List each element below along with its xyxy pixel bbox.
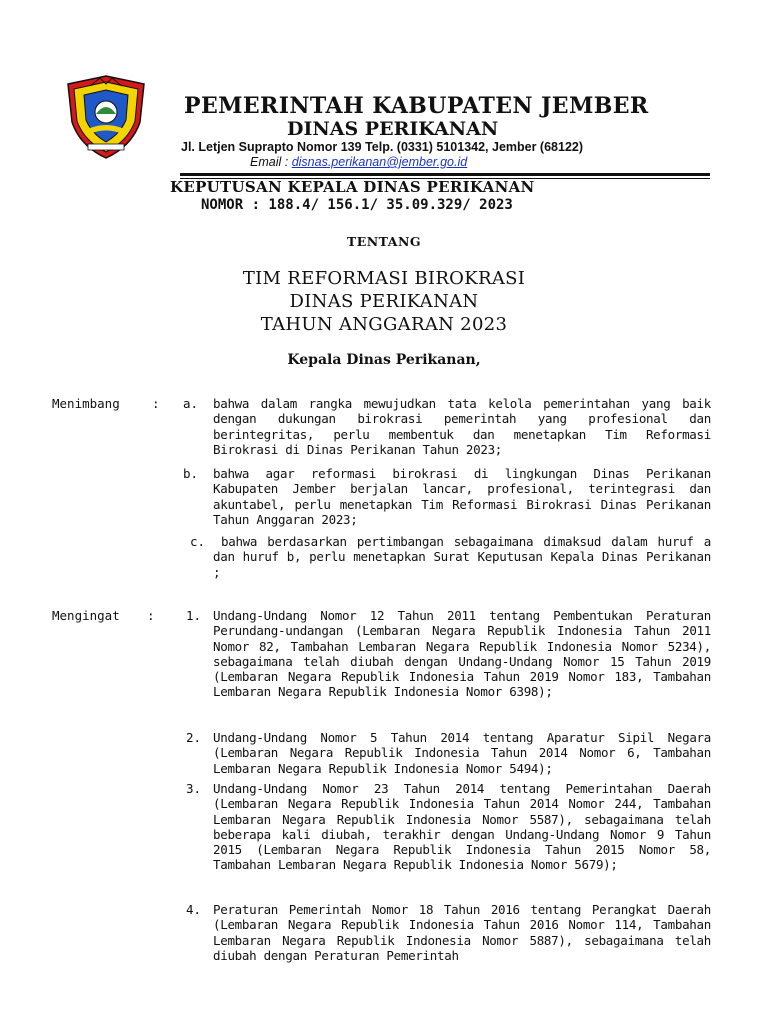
mengingat-label: Mengingat bbox=[52, 608, 120, 623]
email-line bbox=[250, 155, 467, 169]
mengingat-colon: : bbox=[147, 608, 155, 623]
office-address: Jl. Letjen Suprapto Nomor 139 Telp. (0331) 5101342, Jember (68122) bbox=[181, 140, 584, 154]
list-marker: 4. bbox=[186, 902, 202, 917]
list-item: bahwa dalam rangka mewujudkan tata kelola pemerintahan yang baik dengan dukungan birokrasi pemerintah yang profesional dan berintegritas, perlu membentuk dan menetapkan Tim Reformasi Birokrasi di Dinas Perikanan Tahun 2023; bbox=[213, 396, 711, 457]
letterhead-rule-thick bbox=[180, 173, 710, 176]
email-label: Email : bbox=[250, 155, 289, 169]
list-item: Peraturan Pemerintah Nomor 18 Tahun 2016 tentang Perangkat Daerah (Lembaran Negara Republik Indonesia Tahun 2016 Nomor 114, Tambahan Lembaran Negara Republik Indonesia Nomor 5887), sebagaimana telah diubah dengan Peraturan Pemerintah bbox=[213, 902, 711, 963]
list-item: bahwa agar reformasi birokrasi di lingkungan Dinas Perikanan Kabupaten Jember berjalan lancar, profesional, terintegrasi dan akuntabel, perlu menetapkan Tim Reformasi Birokrasi Dinas Perikanan Tahun Anggaran 2023; bbox=[213, 466, 711, 527]
list-marker: 2. bbox=[186, 730, 202, 745]
list-marker: 3. bbox=[186, 781, 202, 796]
list-item: Undang-Undang Nomor 23 Tahun 2014 tentang Pemerintahan Daerah (Lembaran Negara Republik Indonesia Tahun 2014 Nomor 244, Tambahan Lembaran Negara Republik Indonesia Nomor 5587), sebagaimana telah beberapa kali diubah, terakhir dengan Undang-Undang Nomor 9 Tahun 2015 (Lembaran Negara Republik Indonesia Tahun 2015 Nomor 58, Tambahan Lembaran Negara Republik Indonesia Nomor 5679); bbox=[213, 781, 711, 873]
menimbang-colon: : bbox=[152, 396, 160, 411]
subject-line: TIM REFORMASI BIROKRASI bbox=[242, 268, 526, 289]
list-marker: b. bbox=[183, 466, 199, 481]
decree-title: KEPUTUSAN KEPALA DINAS PERIKANAN bbox=[170, 178, 535, 196]
decree-number: NOMOR : 188.4/ 156.1/ 35.09.329/ 2023 bbox=[201, 197, 513, 213]
list-item: bahwa berdasarkan pertimbangan sebagaimana dimaksud dalam huruf a dan huruf b, perlu menetapkan Surat Keputusan Kepala Dinas Perikanan ; bbox=[213, 534, 711, 580]
about-heading: TENTANG bbox=[346, 234, 422, 249]
issuer-greeting: Kepala Dinas Perikanan, bbox=[287, 352, 481, 368]
menimbang-label: Menimbang bbox=[52, 396, 120, 411]
list-marker: a. bbox=[183, 396, 199, 411]
department-name: DINAS PERIKANAN bbox=[287, 118, 499, 140]
list-marker: c. bbox=[190, 534, 206, 549]
list-item: Undang-Undang Nomor 12 Tahun 2011 tentang Pembentukan Peraturan Perundang-undangan (Lembaran Negara Republik Indonesia Tahun 2011 Nomor 82, Tambahan Lembaran Negara Republik Indonesia Nomor 5234), sebagaimana telah diubah dengan Undang-Undang Nomor 15 Tahun 2019 (Lembaran Negara Republik Indonesia Tahun 2019 Nomor 183, Tambahan Lembaran Negara Republik Indonesia Nomor 6398); bbox=[213, 608, 711, 700]
list-item: Undang-Undang Nomor 5 Tahun 2014 tentang Aparatur Sipil Negara (Lembaran Negara Republik Indonesia Tahun 2014 Nomor 6, Tambahan Lembaran Negara Republik Indonesia Nomor 5494); bbox=[213, 730, 711, 776]
subject-line: TAHUN ANGGARAN 2023 bbox=[260, 314, 508, 335]
list-marker: 1. bbox=[186, 608, 202, 623]
subject-line: DINAS PERIKANAN bbox=[289, 291, 479, 312]
jember-emblem-icon bbox=[60, 70, 152, 162]
email-link[interactable]: disnas.perikanan@jember.go.id bbox=[291, 155, 468, 169]
government-title: PEMERINTAH KABUPATEN JEMBER bbox=[184, 93, 649, 119]
